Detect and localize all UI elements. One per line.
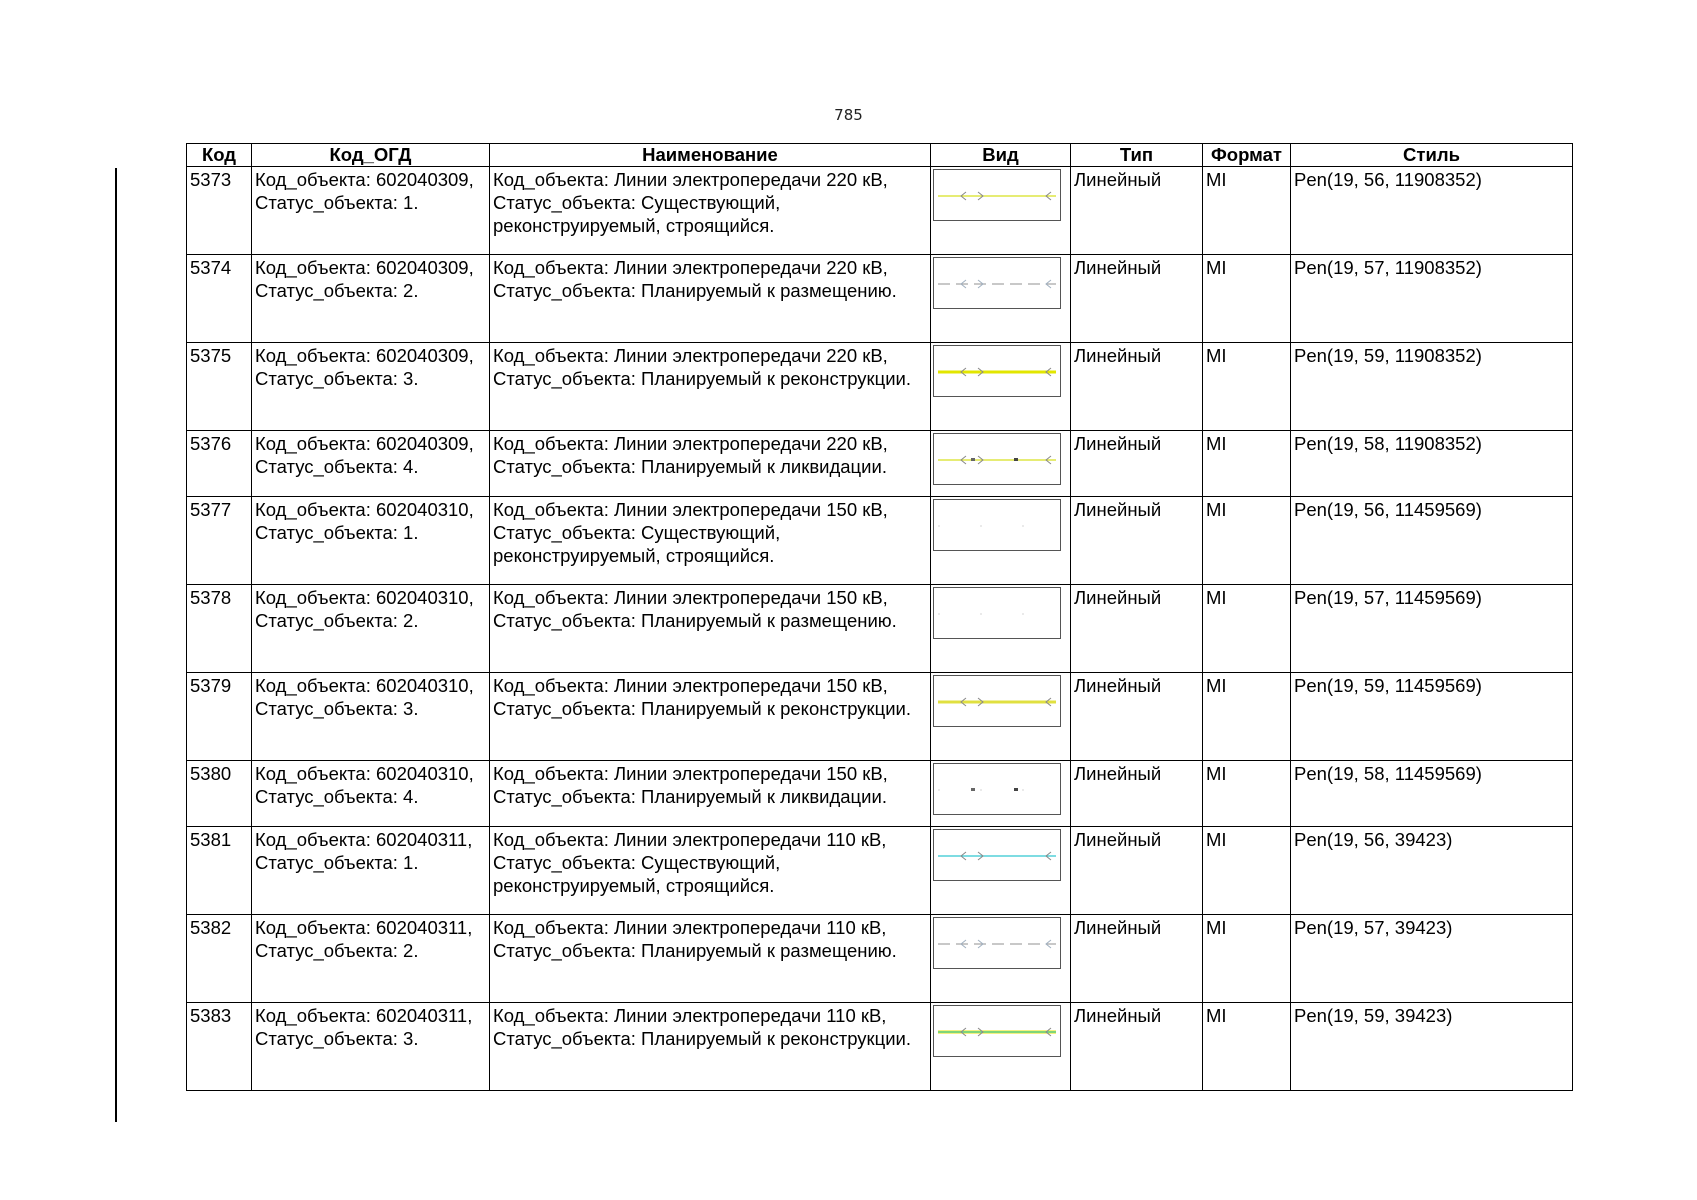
- header-style: Стиль: [1291, 144, 1573, 167]
- line-style-preview: [934, 830, 1059, 879]
- cell-name: Код_объекта: Линии электропередачи 150 кВ, Статус_объекта: Существующий, реконструируемый, строящийся.: [490, 497, 931, 585]
- cell-style: Pen(19, 56, 39423): [1291, 827, 1573, 915]
- cell-format: MI: [1203, 1003, 1291, 1091]
- cell-name: Код_объекта: Линии электропередачи 150 кВ, Статус_объекта: Планируемый к реконструкции.: [490, 673, 931, 761]
- line-style-swatch: [933, 499, 1061, 551]
- cell-kod: 5377: [187, 497, 252, 585]
- cell-tip: Линейный: [1071, 167, 1203, 255]
- cell-vid: [931, 585, 1071, 673]
- cell-vid: [931, 431, 1071, 497]
- cell-format: MI: [1203, 255, 1291, 343]
- cell-kod: 5382: [187, 915, 252, 1003]
- line-style-preview: [934, 434, 1059, 483]
- cell-vid: [931, 167, 1071, 255]
- header-name: Наименование: [490, 144, 931, 167]
- margin-rule: [115, 168, 117, 1122]
- line-style-preview: [934, 588, 1059, 637]
- swatch-divider: [931, 1090, 1064, 1091]
- cell-kod: 5376: [187, 431, 252, 497]
- cell-tip: Линейный: [1071, 915, 1203, 1003]
- cell-kod: 5378: [187, 585, 252, 673]
- table-row: [187, 255, 1573, 343]
- cell-kod: 5383: [187, 1003, 252, 1091]
- cell-style: Pen(19, 59, 11908352): [1291, 343, 1573, 431]
- cell-name: Код_объекта: Линии электропередачи 220 кВ, Статус_объекта: Планируемый к реконструкции.: [490, 343, 931, 431]
- cell-format: MI: [1203, 673, 1291, 761]
- cell-name: Код_объекта: Линии электропередачи 220 кВ, Статус_объекта: Планируемый к ликвидации.: [490, 431, 931, 497]
- cell-style: Pen(19, 57, 11908352): [1291, 255, 1573, 343]
- cell-vid: [931, 343, 1071, 431]
- cell-style: Pen(19, 57, 11459569): [1291, 585, 1573, 673]
- cell-vid: [931, 761, 1071, 827]
- table-row: [187, 585, 1573, 673]
- cell-kod: 5380: [187, 761, 252, 827]
- cell-tip: Линейный: [1071, 255, 1203, 343]
- cell-vid: [931, 497, 1071, 585]
- table-row: [187, 431, 1573, 497]
- table-row: [187, 915, 1573, 1003]
- line-style-preview: [934, 170, 1059, 219]
- line-style-preview: [934, 1006, 1059, 1055]
- cell-style: Pen(19, 56, 11459569): [1291, 497, 1573, 585]
- cell-kod-ogd: Код_объекта: 602040310, Статус_объекта: 4.: [252, 761, 490, 827]
- cell-format: MI: [1203, 827, 1291, 915]
- page-number: 785: [834, 106, 863, 124]
- cell-tip: Линейный: [1071, 673, 1203, 761]
- line-style-swatch: [933, 345, 1061, 397]
- cell-name: Код_объекта: Линии электропередачи 110 кВ, Статус_объекта: Существующий, реконструируемый, строящийся.: [490, 827, 931, 915]
- table-row: [187, 167, 1573, 255]
- cell-tip: Линейный: [1071, 497, 1203, 585]
- line-style-preview: [934, 676, 1059, 725]
- cell-kod-ogd: Код_объекта: 602040309, Статус_объекта: 3.: [252, 343, 490, 431]
- cell-tip: Линейный: [1071, 827, 1203, 915]
- cell-vid: [931, 255, 1071, 343]
- cell-vid: [931, 673, 1071, 761]
- line-style-preview: [934, 258, 1059, 307]
- cell-kod-ogd: Код_объекта: 602040311, Статус_объекта: 2.: [252, 915, 490, 1003]
- cell-format: MI: [1203, 915, 1291, 1003]
- cell-style: Pen(19, 59, 11459569): [1291, 673, 1573, 761]
- line-style-swatch: [933, 917, 1061, 969]
- cell-format: MI: [1203, 167, 1291, 255]
- cell-style: Pen(19, 58, 11459569): [1291, 761, 1573, 827]
- cell-kod-ogd: Код_объекта: 602040309, Статус_объекта: 1.: [252, 167, 490, 255]
- table-row: [187, 343, 1573, 431]
- registry-table: [186, 143, 1573, 1091]
- cell-kod-ogd: Код_объекта: 602040309, Статус_объекта: 4.: [252, 431, 490, 497]
- line-style-swatch: [933, 829, 1061, 881]
- cell-name: Код_объекта: Линии электропередачи 150 кВ, Статус_объекта: Планируемый к размещению.: [490, 585, 931, 673]
- header-format: Формат: [1203, 144, 1291, 167]
- cell-format: MI: [1203, 497, 1291, 585]
- cell-kod-ogd: Код_объекта: 602040311, Статус_объекта: 3.: [252, 1003, 490, 1091]
- line-style-swatch: [933, 675, 1061, 727]
- header-row: [187, 144, 1573, 167]
- cell-format: MI: [1203, 761, 1291, 827]
- line-style-preview: [934, 764, 1059, 813]
- cell-kod-ogd: Код_объекта: 602040311, Статус_объекта: 1.: [252, 827, 490, 915]
- cell-vid: [931, 915, 1071, 1003]
- cell-tip: Линейный: [1071, 761, 1203, 827]
- table-row: [187, 497, 1573, 585]
- table-row: [187, 673, 1573, 761]
- cell-kod-ogd: Код_объекта: 602040310, Статус_объекта: 2.: [252, 585, 490, 673]
- cell-kod-ogd: Код_объекта: 602040310, Статус_объекта: 1.: [252, 497, 490, 585]
- cell-kod: 5375: [187, 343, 252, 431]
- line-style-swatch: [933, 763, 1061, 815]
- cell-tip: Линейный: [1071, 431, 1203, 497]
- cell-vid: [931, 1003, 1071, 1091]
- line-style-swatch: [933, 433, 1061, 485]
- line-style-swatch: [933, 587, 1061, 639]
- cell-tip: Линейный: [1071, 585, 1203, 673]
- cell-kod-ogd: Код_объекта: 602040310, Статус_объекта: 3.: [252, 673, 490, 761]
- header-kod-ogd: Код_ОГД: [252, 144, 490, 167]
- cell-format: MI: [1203, 431, 1291, 497]
- swatch-marker: [971, 788, 975, 791]
- cell-kod: 5374: [187, 255, 252, 343]
- cell-kod: 5373: [187, 167, 252, 255]
- header-tip: Тип: [1071, 144, 1203, 167]
- cell-style: Pen(19, 59, 39423): [1291, 1003, 1573, 1091]
- swatch-marker: [1014, 788, 1018, 791]
- cell-name: Код_объекта: Линии электропередачи 110 кВ, Статус_объекта: Планируемый к реконструкции.: [490, 1003, 931, 1091]
- swatch-marker: [971, 458, 975, 461]
- header-vid: Вид: [931, 144, 1071, 167]
- line-style-preview: [934, 918, 1059, 967]
- cell-style: Pen(19, 56, 11908352): [1291, 167, 1573, 255]
- cell-name: Код_объекта: Линии электропередачи 110 кВ, Статус_объекта: Планируемый к размещению.: [490, 915, 931, 1003]
- cell-style: Pen(19, 58, 11908352): [1291, 431, 1573, 497]
- line-style-preview: [934, 346, 1059, 395]
- cell-name: Код_объекта: Линии электропередачи 220 кВ, Статус_объекта: Планируемый к размещению.: [490, 255, 931, 343]
- cell-kod: 5381: [187, 827, 252, 915]
- cell-tip: Линейный: [1071, 343, 1203, 431]
- cell-tip: Линейный: [1071, 1003, 1203, 1091]
- line-style-swatch: [933, 169, 1061, 221]
- swatch-marker: [1014, 458, 1018, 461]
- cell-name: Код_объекта: Линии электропередачи 150 кВ, Статус_объекта: Планируемый к ликвидации.: [490, 761, 931, 827]
- table-row: [187, 1003, 1573, 1091]
- cell-format: MI: [1203, 585, 1291, 673]
- table-row: [187, 761, 1573, 827]
- cell-format: MI: [1203, 343, 1291, 431]
- cell-kod: 5379: [187, 673, 252, 761]
- cell-style: Pen(19, 57, 39423): [1291, 915, 1573, 1003]
- cell-kod-ogd: Код_объекта: 602040309, Статус_объекта: 2.: [252, 255, 490, 343]
- line-style-swatch: [933, 257, 1061, 309]
- line-style-preview: [934, 500, 1059, 549]
- line-style-swatch: [933, 1005, 1061, 1057]
- cell-name: Код_объекта: Линии электропередачи 220 кВ, Статус_объекта: Существующий, реконструируемый, строящийся.: [490, 167, 931, 255]
- cell-vid: [931, 827, 1071, 915]
- table-row: [187, 827, 1573, 915]
- header-kod: Код: [187, 144, 252, 167]
